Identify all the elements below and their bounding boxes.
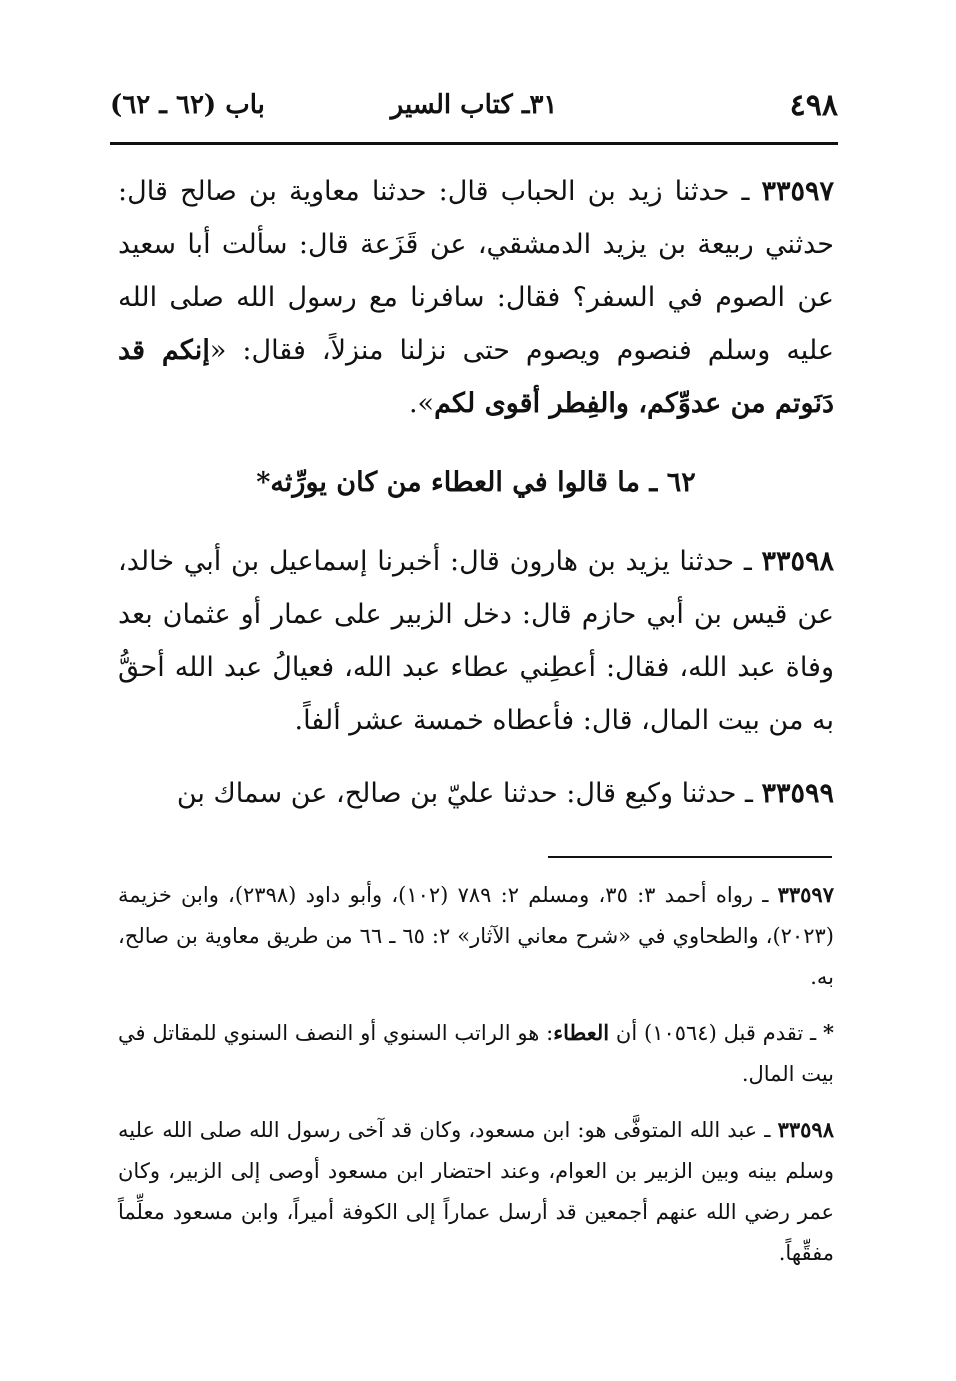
footnote-33598 [118, 1109, 834, 1274]
hadith-text: ـ حدثنا زيد بن الحباب قال: حدثنا معاوية بن صالح قال: حدثني ربيعة بن يزيد الدمشقي، عن قَزَعة قال: سألت أبا سعيد عن الصوم في السفر؟ فقال: سافرنا مع رسول الله صلى الله عليه وسلم فنصوم ويصوم حتى نزلنا منزلاً، فقال: « [118, 176, 835, 366]
footnote-text: ـ عبد الله المتوفَّى هو: ابن مسعود، وكان قد آخى رسول الله صلى الله عليه وسلم بينه وبين الزبير بن العوام، وعند احتضار ابن مسعود أوصى إلى الزبير، وكان عمر رضي الله عنهم أجمعين قد أرسل عماراً إلى الكوفة أميراً، وابن مسعود معلِّماً مفقِّهاً. [118, 1118, 834, 1265]
hadith-number: ٣٣٥٩٩ [761, 778, 834, 809]
footnote-text: ـ رواه أحمد ٣: ٣٥، ومسلم ٢: ٧٨٩ (١٠٢)، وأبو داود (٢٣٩٨)، وابن خزيمة (٢٠٢٣)، والطحاوي في «شرح معاني الآثار» ٢: ٦٥ ـ ٦٦ من طريق معاوية بن صالح، به. [118, 883, 834, 989]
hadith-text: ـ حدثنا يزيد بن هارون قال: أخبرنا إسماعيل بن أبي خالد، عن قيس بن أبي حازم قال: دخل الزبير على عمار أو عثمان بعد وفاة عبد الله، فقال: أعطِني عطاء عبد الله، فعيالُ عبد الله أحقُّ به من بيت المال، قال: فأعطاه خمسة عشر ألفاً. [118, 546, 834, 736]
hadith-33597 [118, 165, 834, 430]
footnote-text: : هو الراتب السنوي أو النصف السنوي للمقاتل في بيت المال. [118, 1021, 834, 1086]
hadith-quote-end: ». [408, 388, 435, 419]
footnote-prefix: ـ تقدم قبل (١٠٥٦٤) أن [609, 1021, 824, 1045]
header-rule [110, 142, 838, 145]
footnote-number: ٣٣٥٩٧ [777, 882, 834, 907]
hadith-quote: إنكم قد دَنَوتم من عدوِّكم، والفِطر أقوى لكم [118, 335, 834, 419]
footnote-rule [548, 856, 832, 858]
footnote-asterisk [118, 1012, 834, 1095]
hadith-33599 [118, 767, 834, 820]
hadith-text: ـ حدثنا وكيع قال: حدثنا عليّ بن صالح، عن سماك بن [176, 778, 762, 809]
footnote-term: العطاء [553, 1020, 610, 1045]
page-number: ٤٩٨ [789, 88, 838, 123]
footnote-33597 [118, 874, 834, 998]
hadith-33598 [118, 535, 834, 747]
chapter-heading: ٦٢ ـ ما قالوا في العطاء من كان يورِّثه* [256, 467, 696, 498]
hadith-number: ٣٣٥٩٨ [761, 546, 834, 577]
running-title-book: ٣١ـ كتاب السير [390, 90, 558, 120]
main-text [118, 165, 834, 820]
page-header [110, 84, 838, 140]
footnotes [118, 874, 834, 1274]
footnote-number: ٣٣٥٩٨ [777, 1117, 834, 1142]
hadith-number: ٣٣٥٩٧ [761, 176, 834, 207]
footnote-marker: * [823, 1020, 834, 1045]
running-title-chapter: باب (٦٢ ـ ٦٢) [110, 90, 265, 120]
